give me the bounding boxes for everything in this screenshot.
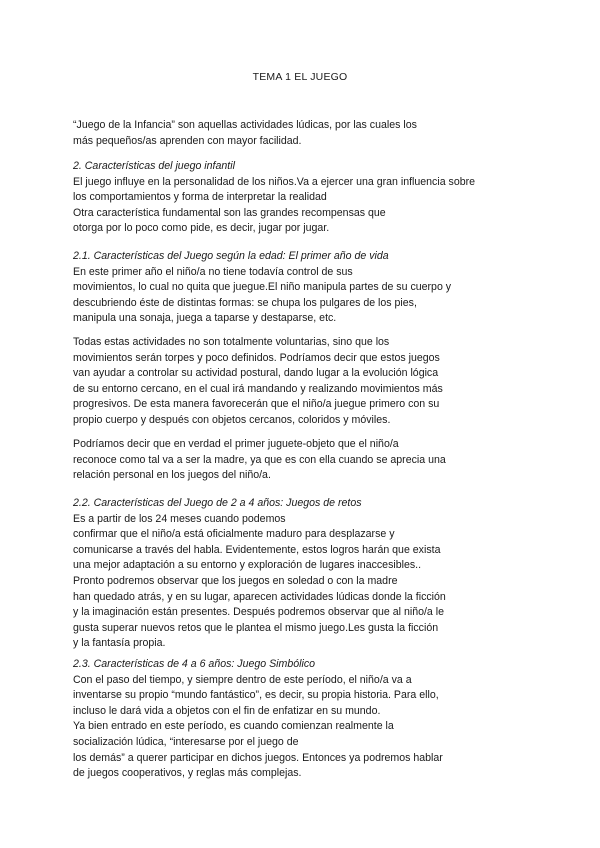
text-line: y la imaginación están presentes. Después podremos observar que al niño/a le	[73, 606, 444, 619]
text-line: manipula una sonaja, juega a taparse y destaparse, etc.	[73, 312, 337, 325]
text-line: los demás” a querer participar en dichos juegos. Entonces ya podremos hablar	[73, 751, 443, 764]
section-heading: 2.1. Características del Juego según la edad: El primer año de vida	[73, 250, 389, 262]
text-line: El juego influye en la personalidad de los niños.Va a ejercer una gran influencia sobre	[73, 175, 476, 188]
text-line: inventarse su propio “mundo fantástico”, es decir, su propia historia. Para ello,	[73, 689, 439, 702]
document-title: TEMA 1 EL JUEGO	[252, 71, 348, 83]
text-line: Es a partir de los 24 meses cuando podemos	[73, 512, 286, 525]
section-2-to-4-years	[73, 496, 533, 652]
text-line: gusta superar nuevos retos que le plantea el mismo juego.Les gusta la ficción	[73, 621, 439, 634]
section-characteristics	[73, 159, 533, 237]
section-heading: 2.2. Características del Juego de 2 a 4 años: Juegos de retos	[73, 497, 362, 509]
text-line: más pequeños/as aprenden con mayor facilidad.	[73, 134, 302, 147]
text-line: propio cuerpo y después con objetos cercanos, coloridos y móviles.	[73, 413, 391, 426]
text-line: Podríamos decir que en verdad el primer juguete-objeto que el niño/a	[73, 438, 399, 450]
text-line: otorga por lo poco como pide, es decir, jugar por jugar.	[73, 222, 330, 235]
text-line: movimientos serán torpes y poco definidos. Podríamos decir que estos juegos	[73, 351, 440, 364]
text-line: socialización lúdica, “interesarse por el juego de	[73, 735, 299, 748]
text-line: de juegos cooperativos, y reglas más complejas.	[73, 767, 302, 780]
text-line: reconoce como tal va a ser la madre, ya que es con ella cuando se aprecia una	[73, 453, 446, 466]
text-line: de su entorno cercano, en el cual irá mandando y realizando movimientos más	[73, 382, 443, 395]
text-line: Otra característica fundamental son las grandes recompensas que	[73, 206, 386, 219]
text-line: relación personal en los juegos del niño/a.	[73, 469, 271, 482]
text-line: Ya bien entrado en este período, es cuando comienzan realmente la	[73, 720, 394, 733]
text-line: una mejor adaptación a su entorno y exploración de lugares inaccesibles..	[73, 559, 422, 572]
section-heading: 2.3. Características de 4 a 6 años: Juego Simbólico	[73, 658, 316, 670]
text-line: comunicarse a través del habla. Evidentemente, estos logros harán que exista	[73, 543, 441, 556]
section-heading: 2. Características del juego infantil	[73, 160, 235, 172]
text-line: y la fantasía propia.	[73, 637, 166, 650]
paragraph	[73, 437, 533, 484]
text-line: incluso le dará vida a objetos con el fin de enfatizar en su mundo.	[73, 704, 381, 717]
text-line: han quedado atrás, y en su lugar, aparecen actividades lúdicas donde la ficción	[73, 590, 446, 603]
section-first-year	[73, 249, 533, 327]
text-line: Con el paso del tiempo, y siempre dentro de este período, el niño/a va a	[73, 673, 412, 686]
text-line: descubriendo éste de distintas formas: se chupa los pulgares de los pies,	[73, 296, 417, 309]
text-line: Pronto podremos observar que los juegos en soledad o con la madre	[73, 574, 398, 587]
text-line: Todas estas actividades no son totalmente voluntarias, sino que los	[73, 336, 390, 348]
text-line: “Juego de la Infancia” son aquellas actividades lúdicas, por las cuales los	[73, 119, 417, 131]
text-line: los comportamientos y forma de interpretar la realidad	[73, 191, 327, 204]
section-4-to-6-years	[73, 657, 533, 782]
text-line: movimientos, lo cual no quita que juegue.El niño manipula partes de su cuerpo y	[73, 281, 452, 294]
paragraph	[73, 335, 533, 429]
intro-paragraph	[73, 118, 533, 149]
text-line: van ayudar a controlar su actividad postural, dando lugar a la evolución lógica	[73, 367, 439, 380]
text-line: confirmar que el niño/a está oficialmente maduro para desplazarse y	[73, 528, 395, 541]
text-line: progresivos. De esta manera favorecerán que el niño/a juegue primero con su	[73, 398, 440, 411]
text-line: En este primer año el niño/a no tiene todavía control de sus	[73, 265, 353, 278]
